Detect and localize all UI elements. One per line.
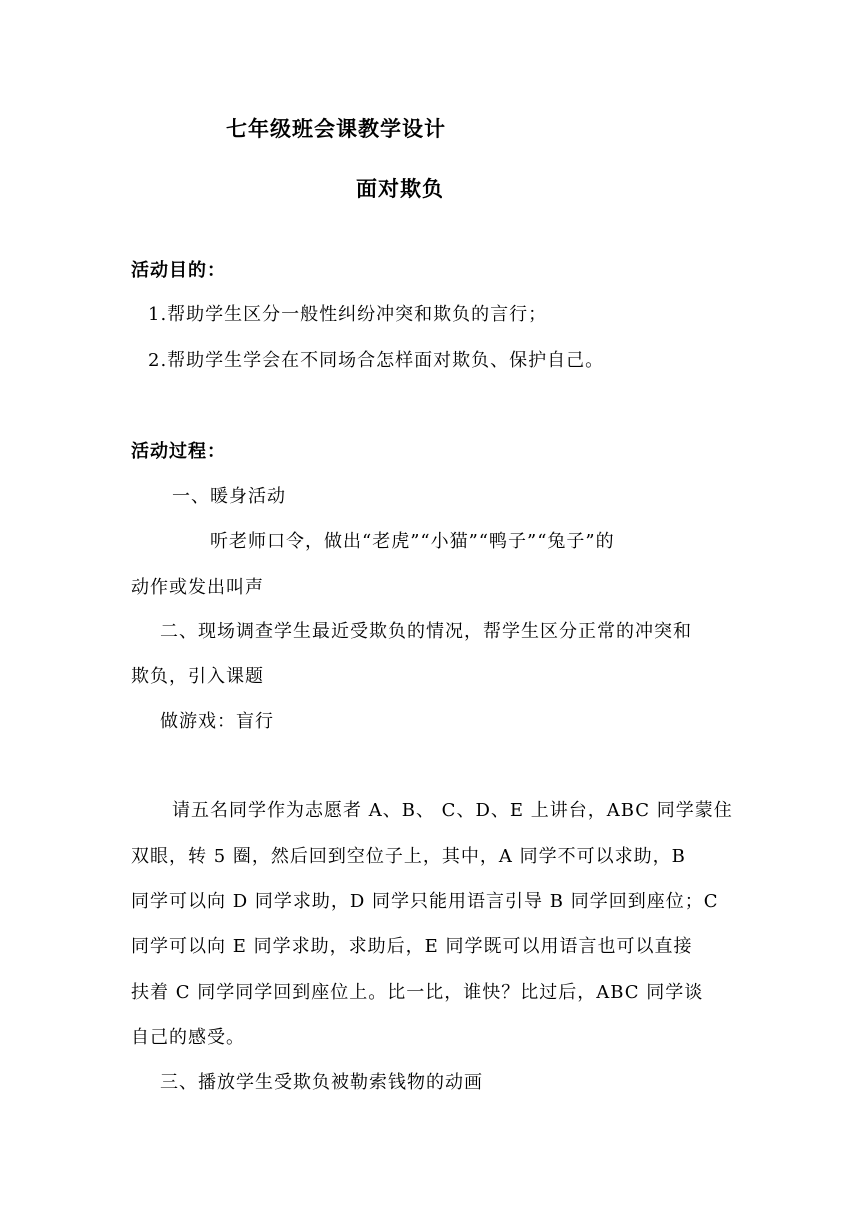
step1-body-line1: 听老师口令，做出“老虎”“小猫”“鸭子”“兔子”的 (210, 531, 615, 552)
step1-title: 一、暖身活动 (172, 486, 286, 507)
purpose-heading: 活动目的： (131, 260, 226, 281)
step1-body-line2: 动作或发出叫声 (131, 577, 264, 598)
game-line-1: 请五名同学作为志愿者 A、B、 C、D、E 上讲台，ABC 同学蒙住 (172, 800, 733, 821)
step2-line2: 欺负，引入课题 (131, 666, 264, 687)
process-heading: 活动过程： (131, 441, 226, 462)
step2-line1: 二、现场调查学生最近受欺负的情况，帮学生区分正常的冲突和 (160, 621, 692, 642)
purpose-item-1: 1.帮助学生区分一般性纠纷冲突和欺负的言行； (148, 304, 548, 325)
document-subtitle: 面对欺负 (356, 177, 444, 201)
game-line-2: 双眼，转 5 圈，然后回到空位子上，其中，A 同学不可以求助，B (131, 846, 686, 867)
game-line-4: 同学可以向 E 同学求助，求助后，E 同学既可以用语言也可以直接 (131, 936, 693, 957)
step3-title: 三、播放学生受欺负被勒索钱物的动画 (160, 1072, 483, 1093)
game-label: 做游戏：盲行 (160, 711, 274, 732)
document-title: 七年级班会课教学设计 (226, 117, 446, 141)
game-line-3: 同学可以向 D 同学求助，D 同学只能用语言引导 B 同学回到座位；C (131, 891, 719, 912)
game-line-5: 扶着 C 同学同学回到座位上。比一比，谁快？比过后，ABC 同学谈 (131, 982, 704, 1003)
game-line-6: 自己的感受。 (131, 1027, 245, 1048)
purpose-item-2: 2.帮助学生学会在不同场合怎样面对欺负、保护自己。 (148, 350, 605, 371)
